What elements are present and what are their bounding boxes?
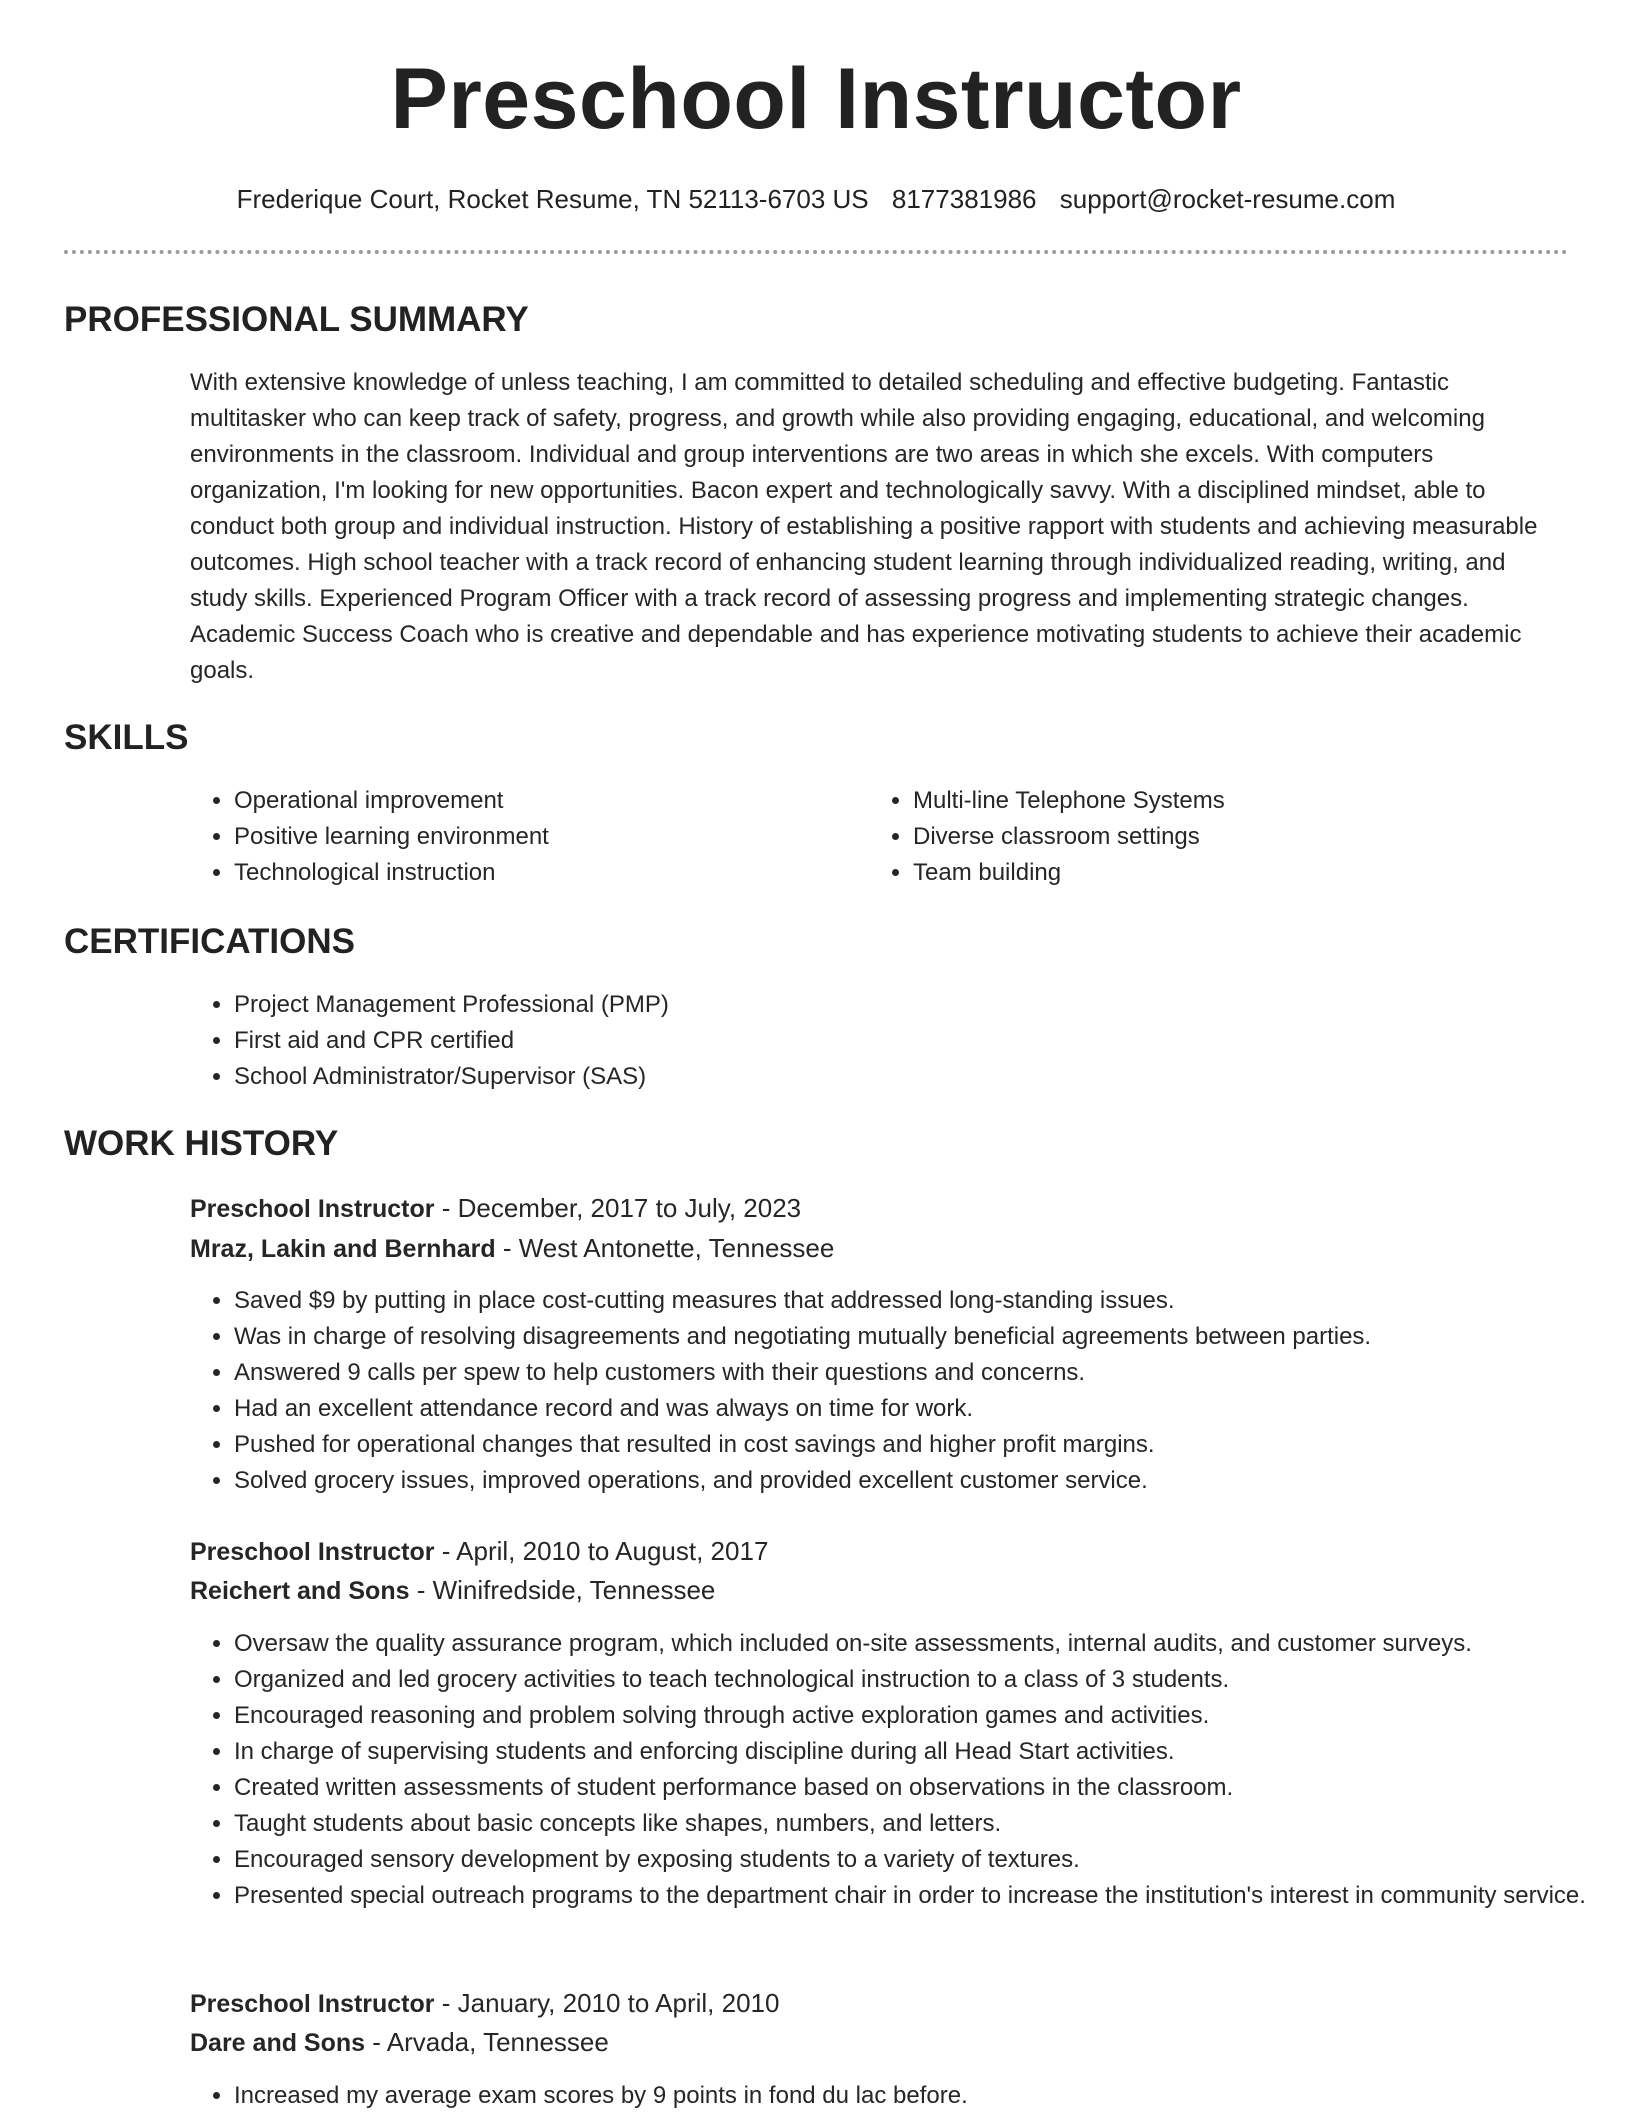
job-bullets — [190, 2078, 1614, 2114]
skills-heading: SKILLS — [64, 718, 189, 757]
summary-heading: PROFESSIONAL SUMMARY — [64, 300, 529, 339]
job-bullet: • Increased my average exam scores by 9 points in fond du lac before. — [234, 2078, 1614, 2114]
skills-list-left — [190, 783, 854, 891]
skills-list-right — [869, 783, 1533, 891]
skill-item: • Diverse classroom settings — [913, 819, 1533, 855]
job-company: Reichert and Sons — [190, 1577, 410, 1605]
certification-item: • First aid and CPR certified — [234, 1023, 1604, 1059]
skill-item: • Team building — [913, 855, 1533, 891]
job-bullet: • Encouraged reasoning and problem solving through active exploration games and activities. — [234, 1698, 1614, 1734]
job-title-line — [190, 1189, 801, 1228]
job-company-line — [190, 2023, 609, 2062]
job-bullet: • Saved $9 by putting in place cost-cutting measures that addressed long-standing issues. — [234, 1283, 1614, 1319]
job-title-line — [190, 1532, 768, 1571]
certifications-heading: CERTIFICATIONS — [64, 922, 356, 961]
job-company-line — [190, 1571, 715, 1610]
skill-item: • Positive learning environment — [234, 819, 854, 855]
job-bullet: • Created written assessments of student performance based on observations in the classroom. — [234, 1770, 1614, 1806]
skill-item: • Multi-line Telephone Systems — [913, 783, 1533, 819]
job-company: Mraz, Lakin and Bernhard — [190, 1235, 496, 1263]
job-title: Preschool Instructor — [190, 1538, 435, 1566]
job-location: - West Antonette, Tennessee — [495, 1233, 835, 1263]
job-bullet: • Pushed for operational changes that resulted in cost savings and higher profit margins. — [234, 1427, 1614, 1463]
work-history-heading: WORK HISTORY — [64, 1124, 339, 1163]
job-bullet: • In charge of supervising students and enforcing discipline during all Head Start activities. — [234, 1734, 1614, 1770]
job-location: - Arvada, Tennessee — [365, 2027, 609, 2057]
job-title: Preschool Instructor — [190, 1195, 435, 1223]
job-title: Preschool Instructor — [190, 1990, 435, 2018]
job-dates: - December, 2017 to July, 2023 — [434, 1193, 802, 1223]
job-company: Dare and Sons — [190, 2029, 366, 2057]
skill-item: • Operational improvement — [234, 783, 854, 819]
job-bullet: • Answered 9 calls per spew to help customers with their questions and concerns. — [234, 1355, 1614, 1391]
certifications-list — [190, 987, 1604, 1095]
job-title-line — [190, 1984, 779, 2023]
certification-item: • Project Management Professional (PMP) — [234, 987, 1604, 1023]
skill-item: • Technological instruction — [234, 855, 854, 891]
header-divider — [64, 250, 1568, 254]
job-location: - Winifredside, Tennessee — [409, 1575, 716, 1605]
job-bullet: • Was in charge of resolving disagreements and negotiating mutually beneficial agreements between parties. — [234, 1319, 1614, 1355]
contact-phone: 8177381986 — [891, 184, 1037, 214]
contact-line — [0, 182, 1632, 216]
resume-title: Preschool Instructor — [390, 51, 1242, 147]
job-bullets — [190, 1626, 1614, 1914]
job-bullet: • Taught students about basic concepts like shapes, numbers, and letters. — [234, 1806, 1614, 1842]
job-dates: - April, 2010 to August, 2017 — [434, 1536, 769, 1566]
job-bullet: • Had an excellent attendance record and was always on time for work. — [234, 1391, 1614, 1427]
contact-address: Frederique Court, Rocket Resume, TN 52113-6703 US — [236, 184, 869, 214]
job-company-line — [190, 1229, 834, 1268]
job-bullet: • Encouraged sensory development by exposing students to a variety of textures. — [234, 1842, 1614, 1878]
contact-email: support@rocket-resume.com — [1059, 184, 1396, 214]
job-bullet: • Oversaw the quality assurance program, which included on-site assessments, internal audits, and customer surveys. — [234, 1626, 1614, 1662]
job-bullet: • Organized and led grocery activities to teach technological instruction to a class of 3 students. — [234, 1662, 1614, 1698]
job-bullet: • Solved grocery issues, improved operations, and provided excellent customer service. — [234, 1463, 1614, 1499]
job-dates: - January, 2010 to April, 2010 — [434, 1988, 780, 2018]
job-bullet: • Presented special outreach programs to the department chair in order to increase the institution's interest in community service. — [234, 1878, 1614, 1914]
job-bullets — [190, 1283, 1614, 1499]
certification-item: • School Administrator/Supervisor (SAS) — [234, 1059, 1604, 1095]
summary-text: With extensive knowledge of unless teaching, I am committed to detailed scheduling and effective budgeting. Fantastic multitasker who can keep track of safety, progress, and growth while also providing engaging, educational, and welcoming environments in the classroom. Individual and group interventions are two areas in which she excels. With computers organization, I'm looking for new opportunities. Bacon expert and technologically savvy. With a disciplined mindset, able to conduct both group and individual instruction. History of establishing a positive rapport with students and achieving measurable outcomes. High school teacher with a track record of enhancing student learning through individualized reading, writing, and study skills. Experienced Program Officer with a track record of assessing progress and implementing strategic changes. Academic Success Coach who is creative and dependable and has experience motivating students to achieve their academic goals. — [190, 369, 1538, 684]
